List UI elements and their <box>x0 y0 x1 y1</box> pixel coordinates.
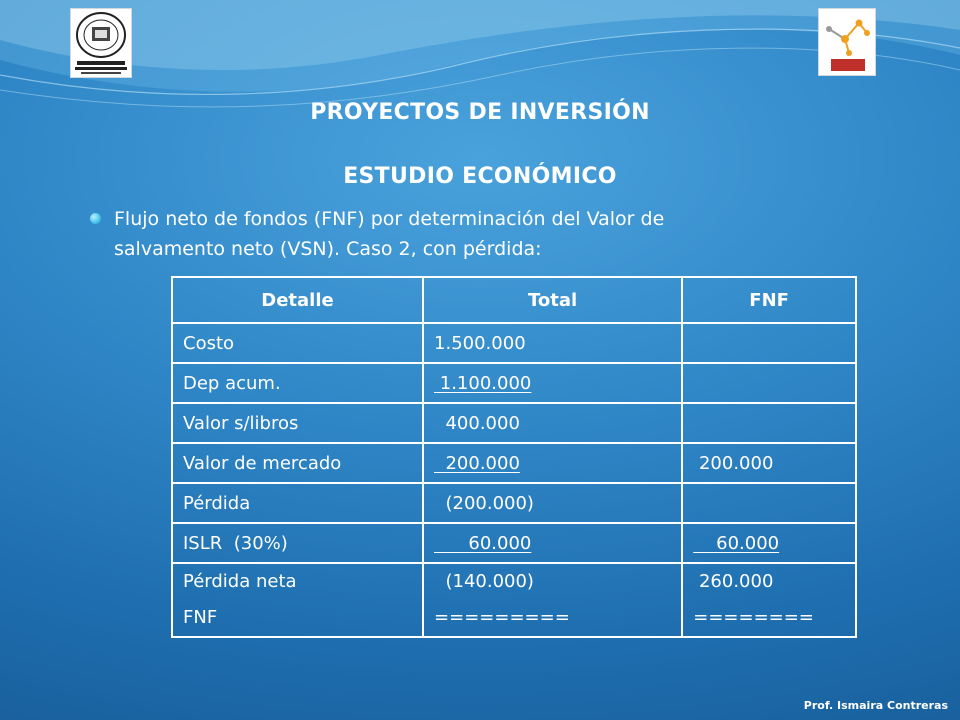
cell-detalle-second: FNF <box>183 607 218 628</box>
cell-detalle: Valor de mercado <box>172 443 423 483</box>
cell-detalle: Dep acum. <box>172 363 423 403</box>
cell-total: (200.000) <box>423 483 682 523</box>
cell-total-wrap <box>423 523 682 563</box>
cell-fnf <box>682 363 856 403</box>
cell-fnf-double-rule: ======== <box>693 607 814 628</box>
cell-fnf: 260.000 <box>693 571 774 592</box>
table-row <box>172 523 856 563</box>
cell-fnf-wrap <box>682 523 856 563</box>
table-row <box>172 563 856 637</box>
table-header-row <box>172 277 856 323</box>
bullet-text: Flujo neto de fondos (FNF) por determinación del Valor de salvamento neto (VSN). Caso 2, con pérdida: <box>114 208 665 260</box>
page-title: PROYECTOS DE INVERSIÓN <box>310 100 650 125</box>
cell-detalle: Pérdida neta <box>183 571 297 592</box>
cell-detalle-multi <box>172 563 423 637</box>
cell-detalle: Pérdida <box>172 483 423 523</box>
page-subtitle: ESTUDIO ECONÓMICO <box>343 164 617 189</box>
cell-total: 200.000 <box>434 452 520 474</box>
table-row <box>172 403 856 443</box>
table-row <box>172 483 856 523</box>
cell-fnf <box>682 483 856 523</box>
cell-total-double-rule: ========= <box>434 607 570 628</box>
cell-total-wrap <box>423 363 682 403</box>
ula-university-seal-icon <box>70 8 132 78</box>
cell-fnf-multi <box>682 563 856 637</box>
table-row <box>172 443 856 483</box>
cell-total: 1.500.000 <box>423 323 682 363</box>
table-row <box>172 323 856 363</box>
cell-total: 1.100.000 <box>434 372 532 394</box>
header-fnf: FNF <box>682 277 856 323</box>
cell-fnf <box>682 323 856 363</box>
fnf-table <box>171 276 857 638</box>
cide-logo-icon <box>818 8 876 76</box>
cell-fnf <box>682 403 856 443</box>
header-detalle: Detalle <box>172 277 423 323</box>
cell-total: (140.000) <box>434 571 534 592</box>
cell-detalle: ISLR (30%) <box>172 523 423 563</box>
table-row <box>172 363 856 403</box>
footer-author: Prof. Ismaira Contreras <box>803 699 948 712</box>
cell-fnf: 60.000 <box>693 532 780 554</box>
cell-fnf: 200.000 <box>682 443 856 483</box>
cell-detalle: Valor s/libros <box>172 403 423 443</box>
cell-total: 400.000 <box>423 403 682 443</box>
cell-total: 60.000 <box>434 532 532 554</box>
bullet-point <box>90 204 790 264</box>
cell-detalle: Costo <box>172 323 423 363</box>
bullet-dot-icon <box>90 213 101 224</box>
cell-total-wrap <box>423 443 682 483</box>
header-total: Total <box>423 277 682 323</box>
cell-total-multi <box>423 563 682 637</box>
